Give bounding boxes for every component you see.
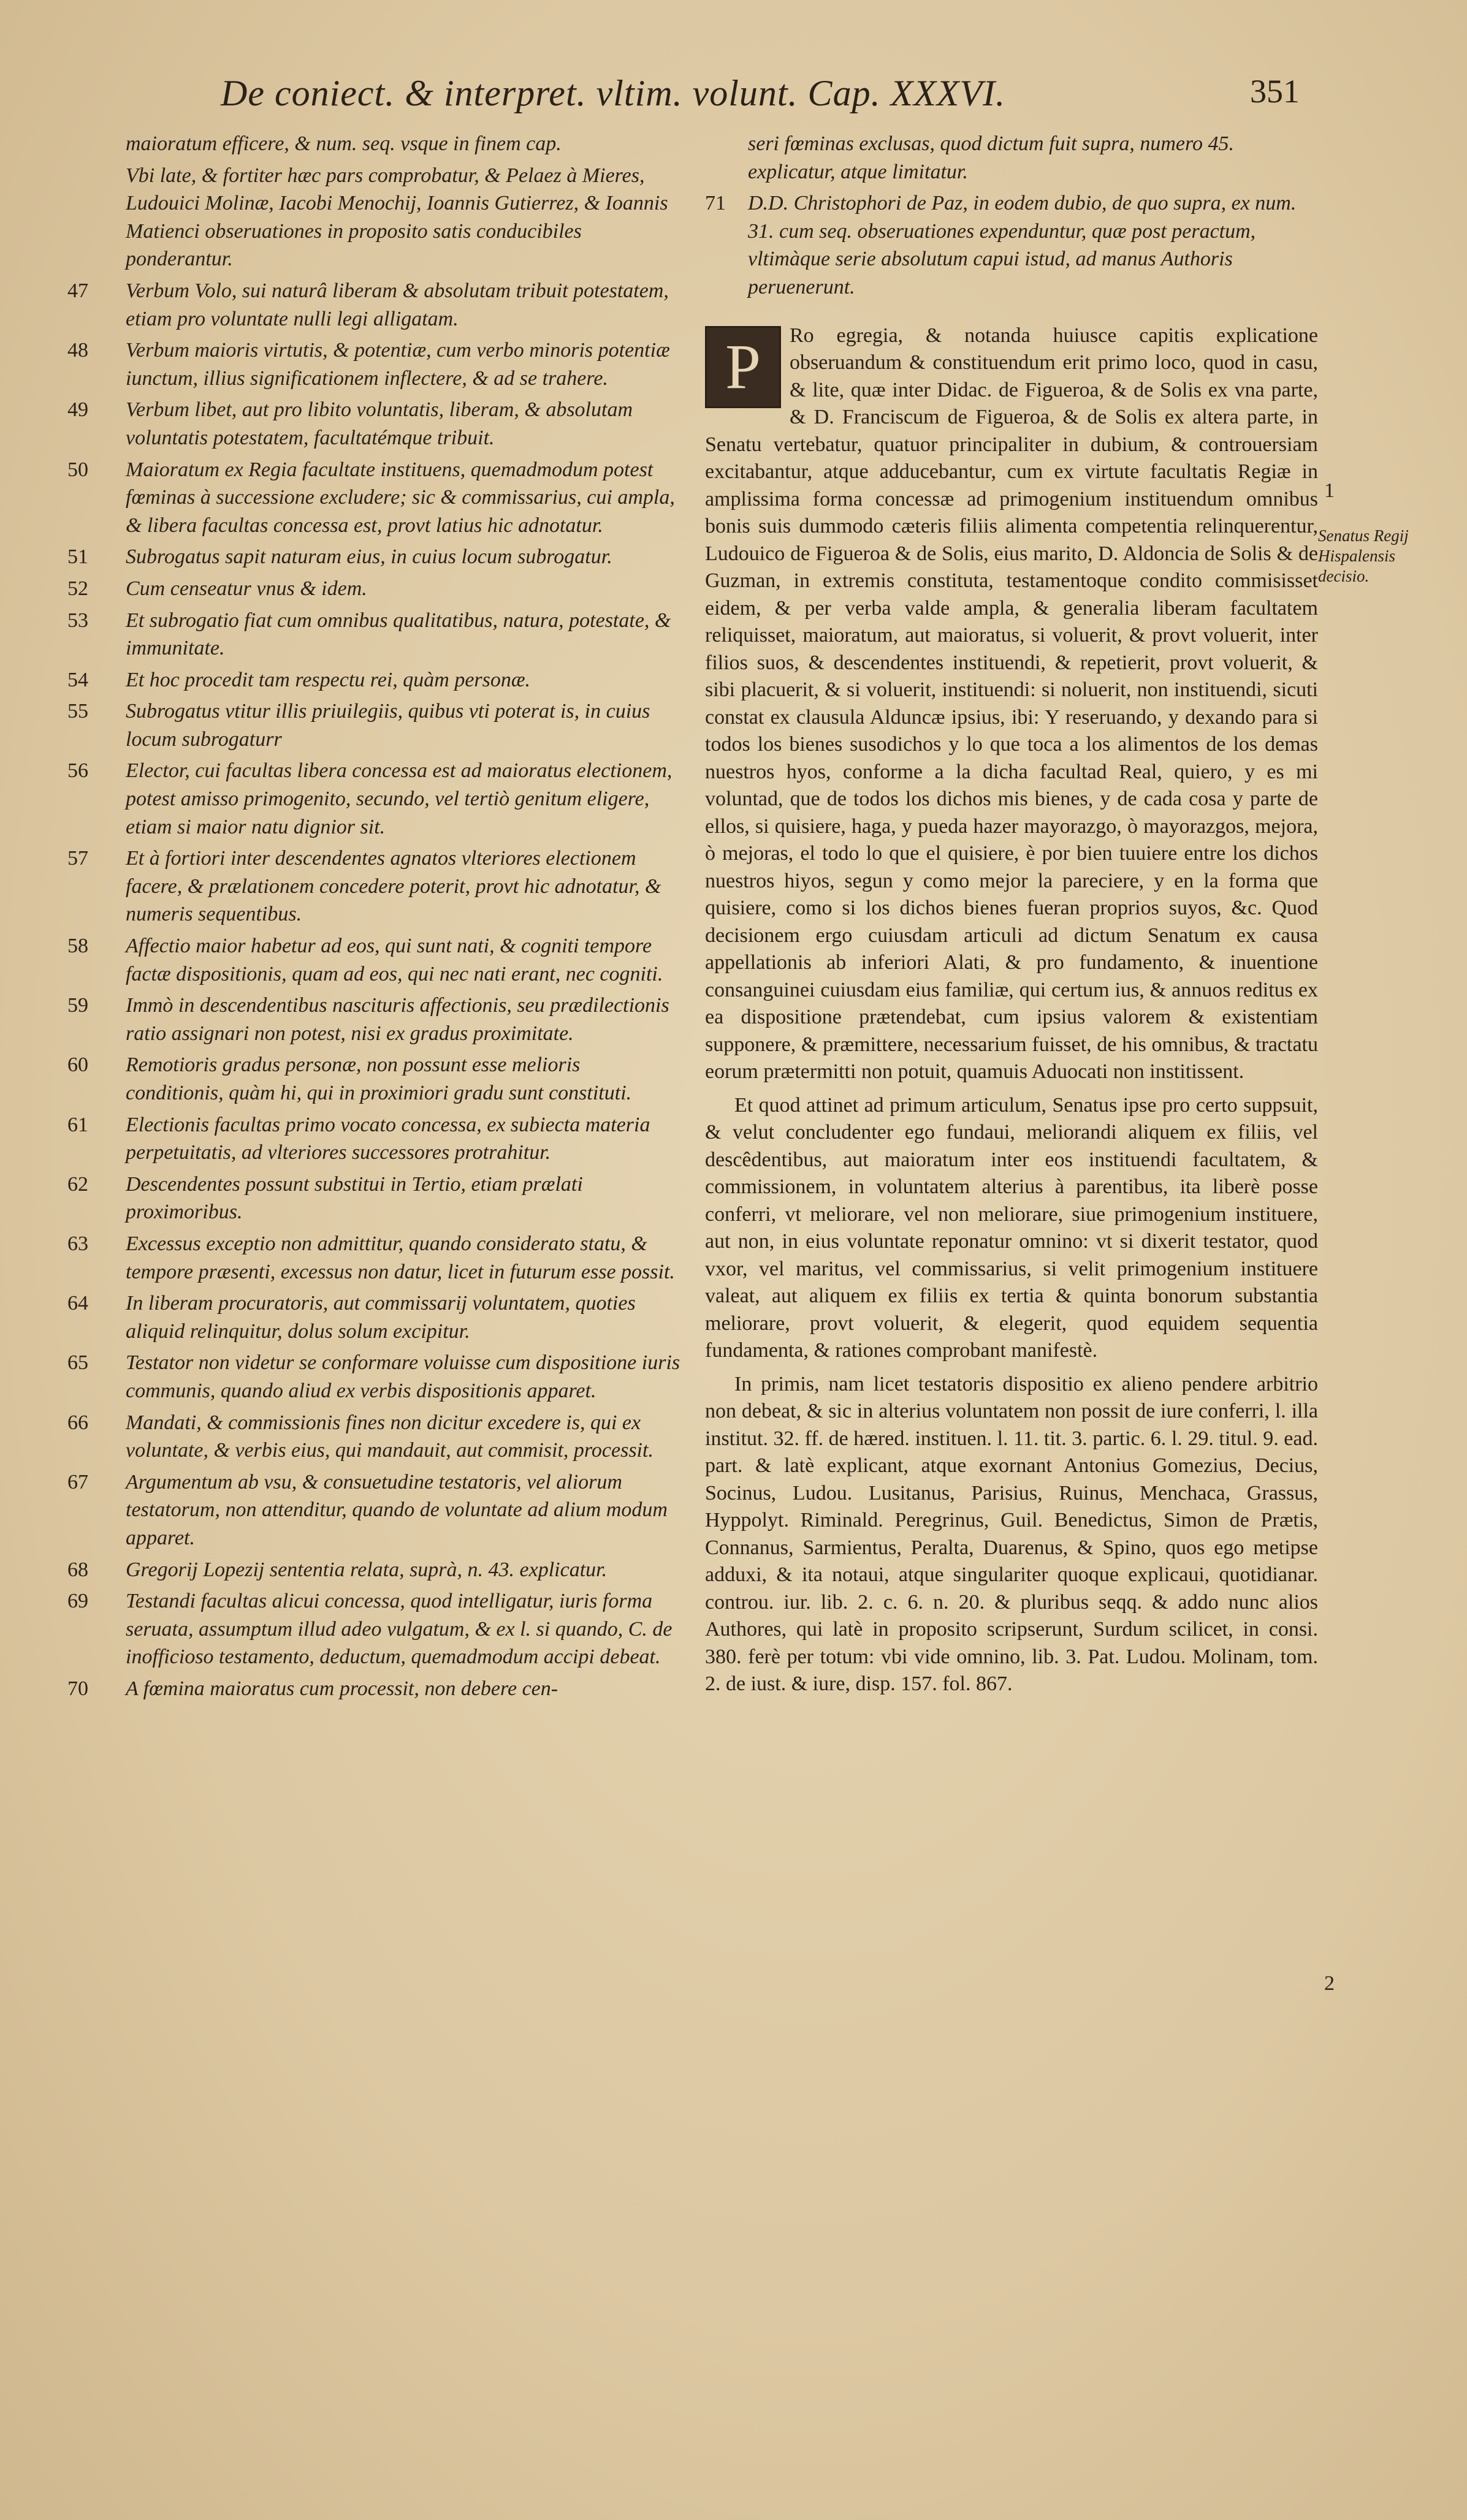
summary-item-number: 64 xyxy=(67,1292,88,1315)
dropcap-initial: P xyxy=(705,326,781,408)
summary-item-number: 58 xyxy=(67,935,88,958)
summary-item-text: Remotioris gradus personæ, non possunt esse melioris conditionis, quàm hi, qui in proximiori gradu sunt constituti. xyxy=(126,1053,632,1104)
summary-item-number: 50 xyxy=(67,458,88,481)
summary-item-number: 70 xyxy=(67,1677,88,1700)
summary-item xyxy=(67,1051,680,1107)
summary-item-number: 68 xyxy=(67,1558,88,1581)
summary-item-text: Mandati, & commissionis fines non dicitur excedere is, qui ex voluntate, & verbis eius, qui mandauit, aut commisit, processit. xyxy=(126,1411,653,1462)
summary-item xyxy=(67,575,680,603)
page-number: 351 xyxy=(1250,73,1300,110)
summary-item-number: 57 xyxy=(67,847,88,870)
summary-item xyxy=(67,1171,680,1226)
summary-item xyxy=(67,277,680,333)
summary-item-number: 54 xyxy=(67,668,88,691)
summary-item xyxy=(67,932,680,988)
summary-item xyxy=(67,992,680,1047)
summary-continuation xyxy=(705,130,1318,302)
running-title: De coniect. & interpret. vltim. volunt. Cap. XXXVI. xyxy=(221,73,1006,113)
summary-item-text: Verbum libet, aut pro libito voluntatis, liberam, & absolutam voluntatis potestatem, facultatémque tribuit. xyxy=(126,398,633,449)
summary-item-number: 56 xyxy=(67,759,88,783)
summary-item-text: Affectio maior habetur ad eos, qui sunt nati, & cogniti tempore factæ dispositionis, quam ad eos, qui nec nati erant, nec cogniti. xyxy=(126,935,663,985)
summary-item-text: Subrogatus vtitur illis priuilegiis, quibus vti poterat is, in cuius locum subrogaturr xyxy=(126,700,650,751)
summary-item-number: 61 xyxy=(67,1113,88,1136)
summary-item xyxy=(67,543,680,571)
summary-item-text: Et subrogatio fiat cum omnibus qualitatibus, natura, potestate, & immunitate. xyxy=(126,609,671,660)
summary-item xyxy=(67,162,680,273)
summary-item-text: Excessus exceptio non admittitur, quando considerato statu, & tempore præsenti, excessus non datur, licet in futurum esse possit. xyxy=(126,1232,675,1283)
body-paragraph-3: In primis, nam licet testatoris dispositio ex alieno pendere arbitrio non debeat, & sic in alterius voluntatem non possit de iure conferri, l. illa institut. 32. ff. de hæred. instituen. l. 11. tit. 3. partic. 6. l. 29. titul. 9. ead. part. & latè explicant, atque exornant Antonius Gomezius, Decius, Socinus, Ludou. Lusitanus, Parisius, Ruinus, Menchaca, Grassus, Hyppolyt. Riminald. Peregrinus, Guil. Benedictus, Simon de Prætis, Connanus, Sarmientus, Peralta, Duarenus, & Spino, quos ego metipse adduxi, & ita notaui, atque singulariter quoque explicaui, quotidianar. controu. iur. lib. 2. c. 6. n. 20. & pluribus seqq. & addo nunc alios Authores, qui latè in proposito scripserunt, Surdum scilicet, in consi. 380. ferè per totum: vbi vide omnino, lib. 3. Pat. Ludou. Molinam, tom. 2. de iust. & iure, disp. 157. fol. 867. xyxy=(705,1372,1318,1696)
summary-item xyxy=(67,1289,680,1345)
summary-item-number: 67 xyxy=(67,1470,88,1493)
summary-item-text: In liberam procuratoris, aut commissarij voluntatem, quoties aliquid relinquitur, dolus solum excipitur. xyxy=(126,1292,636,1343)
summary-item-text: Descendentes possunt substitui in Tertio, etiam prælati proximoribus. xyxy=(126,1172,583,1224)
summary-item xyxy=(67,1349,680,1405)
summary-item-number: 63 xyxy=(67,1232,88,1255)
summary-item-text: Verbum maioris virtutis, & potentiæ, cum verbo minoris potentiæ iunctum, illius significationem inflectere, & ad se trahere. xyxy=(126,339,670,390)
summary-item xyxy=(67,1230,680,1286)
summary-item xyxy=(67,757,680,841)
summary-item-number: 66 xyxy=(67,1411,88,1434)
summary-item-text: maioratum efficere, & num. seq. vsque in finem cap. xyxy=(126,132,562,155)
main-column-right xyxy=(705,130,1318,2495)
summary-item xyxy=(67,1556,680,1584)
summary-item xyxy=(705,130,1318,186)
summary-item xyxy=(67,697,680,753)
summary-item-number: 55 xyxy=(67,700,88,723)
body-paragraph-1 xyxy=(705,322,1318,1086)
summary-item-number: 60 xyxy=(67,1053,88,1077)
summary-item xyxy=(67,1675,680,1703)
summary-item-text: Subrogatus sapit naturam eius, in cuius locum subrogatur. xyxy=(126,545,612,569)
summary-column-left xyxy=(67,130,680,2495)
summary-item-number: 65 xyxy=(67,1351,88,1375)
summary-item xyxy=(67,1111,680,1167)
summary-item-text: Testator non videtur se conformare voluisse cum dispositione iuris communis, quando aliud ex verbis dispositionis apparet. xyxy=(126,1351,680,1402)
summary-item-text: Vbi late, & fortiter hæc pars comprobatur, & Pelaez à Mieres, Ludouici Molinæ, Iacobi Menochij, Ioannis Gutierrez, & Ioannis Matienci obseruationes in proposito satis conducibiles ponderantur. xyxy=(126,164,668,271)
summary-item-text: Elector, cui facultas libera concessa est ad maioratus electionem, potest amisso primogenito, secundo, vel tertiò genitum eligere, etiam si maior natu dignior sit. xyxy=(126,759,673,838)
summary-item-number: 52 xyxy=(67,577,88,600)
summary-item-text: Argumentum ab vsu, & consuetudine testatoris, vel aliorum testatorum, non attenditur, quando de voluntate ad alium modum apparet. xyxy=(126,1470,668,1549)
summary-item-text: Maioratum ex Regia facultate instituens, quemadmodum potest fœminas à successione excludere; sic & commissarius, cui ampla, & libera facultas concessa est, provt latius hic adnotatur. xyxy=(126,458,675,537)
summary-item xyxy=(67,607,680,662)
summary-item-number: 71 xyxy=(705,192,726,215)
summary-item-number: 49 xyxy=(67,398,88,422)
margin-note-senatus: Senatus Regij Hispalensis decisio. xyxy=(1318,526,1409,585)
summary-item xyxy=(67,1409,680,1465)
summary-item xyxy=(67,130,680,158)
summary-item-text: Et hoc procedit tam respectu rei, quàm personæ. xyxy=(126,668,531,691)
summary-item-number: 62 xyxy=(67,1172,88,1196)
summary-item-text: Cum censeatur vnus & idem. xyxy=(126,577,367,600)
summary-item-number: 69 xyxy=(67,1590,88,1613)
summary-item-text: Verbum Volo, sui naturâ liberam & absolutam tribuit potestatem, etiam pro voluntate nulli legi alligatam. xyxy=(126,279,669,330)
summary-item xyxy=(67,666,680,694)
summary-item xyxy=(67,1468,680,1552)
summary-item xyxy=(67,844,680,928)
summary-item-number: 59 xyxy=(67,994,88,1017)
summary-item-number: 53 xyxy=(67,609,88,632)
summary-item xyxy=(705,189,1318,301)
summary-item-text: Et à fortiori inter descendentes agnatos vlteriores electionem facere, & prælationem concedere poterit, provt hic adnotatur, & numeris sequentibus. xyxy=(126,847,661,926)
summary-item-number: 51 xyxy=(67,545,88,569)
summary-item-number: 47 xyxy=(67,279,88,302)
summary-item-text: Electionis facultas primo vocato concessa, ex subiecta materia perpetuitatis, ad vlteriores successores protrahitur. xyxy=(126,1113,650,1164)
page-header xyxy=(221,72,1385,127)
summary-item xyxy=(67,336,680,392)
summary-item-text: Testandi facultas alicui concessa, quod intelligatur, iuris forma seruata, assumptum illud adeo vulgatum, & ex l. si quando, C. de inofficioso testamento, deductum, quemadmodum accipi debeat. xyxy=(126,1590,673,1669)
summary-item-number: 48 xyxy=(67,339,88,362)
summary-item-text: A fœmina maioratus cum processit, non debere cen- xyxy=(126,1677,558,1700)
margin-number-1: 1 xyxy=(1324,479,1335,502)
paragraph-1-text: Ro egregia, & notanda huiusce capitis explicatione obseruandum & constituendum erit primo loco, quod in casu, & lite, quæ inter Didac. de Figueroa, & de Solis ex vna parte, & D. Franciscum de Figueroa, & de Solis ex altera parte, in Senatu vertebatur, quatuor principaliter in dubium, & controuersiam excitabantur, atque adducebantur, cum ex virtute facultatis Regiæ in amplissima forma concessæ ad primogenium instituendum omnibus bonis suis dummodo cæteris filiis alimenta competentia relinquerentur, Ludouico de Figueroa & de Solis, eius marito, D. Aldoncia de Solis & de Guzman, in extremis constituta, testamentoque condito commisisset eidem, & per verba valde ampla, & generalia liberam facultatem reliquisset, maioratum, aut maioratus, si voluerit, & provt voluerit, inter filios suos, & descendentes instituendi, & repetierit, provt voluerit, & sibi placuerit, & si voluerit, instituendi: si noluerit, non instituendi, sicuti constat ex clausula Alduncæ ipsius, ibi: Y reseruando, y dexando para si todos los bienes susodichos y lo que toca a los alimentos de los demas nuestros hyos, conforme a la dicha facultad Real, quiero, y es mi voluntad, que de todos los dichos mis bienes, y de cada cosa y parte de ellos, si quisiere, haga, y pueda hazer mayorazgo, ò mayorazgos, mejora, ò mejoras, el todo lo que el quisiere, è por bien tuuiere entre los dichos nuestros hiyos, segun y como mejor la pareciere, y en la forma que quisiere, como si los dichos bienes fueran proprios suyos, &c. Quod decisionem ergo cuiusdam articuli ad dictum Senatum ex causa appellationis ab inferiori Alati, & pro fundamento, & inuentione consanguinei cuiusdam eius familiæ, qui certum ius, & annuos reditus ex ea dispositione prætendebat, cum ipsius valorem & existentiam supponere, & præmittere, necessarium fuisset, de his omnibus, & tractatu eorum prætermitti non potuit, quamuis Aduocati non institissent. xyxy=(705,324,1318,1084)
margin-number-2: 2 xyxy=(1324,1972,1335,1995)
summary-item-text: Gregorij Lopezij sententia relata, suprà, n. 43. explicatur. xyxy=(126,1558,608,1581)
body-paragraph-2: Et quod attinet ad primum articulum, Senatus ipse pro certo suppsuit, & velut concludenter ego fundaui, meliorandi aliquem ex filiis, vel descêdentibus, aut maioratum inter eos instituendi facultatem, & commissionem, in voluntatem alterius à parentibus, ita liberè posse conferri, vt meliorare, vel non meliorare, siue primogenium instituere, aut non, in eius voluntate reponatur omnino: vt si dixerit testator, quod vxor, vel maritus, vel commissarius, si velit primogenium instituere valeat, aut aliquem ex filiis ex tertia & quinta bonorum substantia meliorare, provt voluerit, & elegerit, quod equidem sequentia fundamenta, & rationes comprobant manifestè. xyxy=(705,1093,1318,1362)
summary-item-text: Immò in descendentibus nascituris affectionis, seu prædilectionis ratio assignari non potest, nisi ex gradus proximitate. xyxy=(126,994,669,1045)
summary-item xyxy=(67,1587,680,1671)
summary-item xyxy=(67,396,680,452)
summary-item xyxy=(67,456,680,540)
summary-item-text: seri fœminas exclusas, quod dictum fuit supra, numero 45. explicatur, atque limitatur. xyxy=(748,132,1234,183)
summary-item-text: D.D. Christophori de Paz, in eodem dubio, de quo supra, ex num. 31. cum seq. obseruationes expenduntur, quæ post peractum, vltimàque serie absolutum capui istud, ad manus Authoris peruenerunt. xyxy=(748,192,1297,298)
